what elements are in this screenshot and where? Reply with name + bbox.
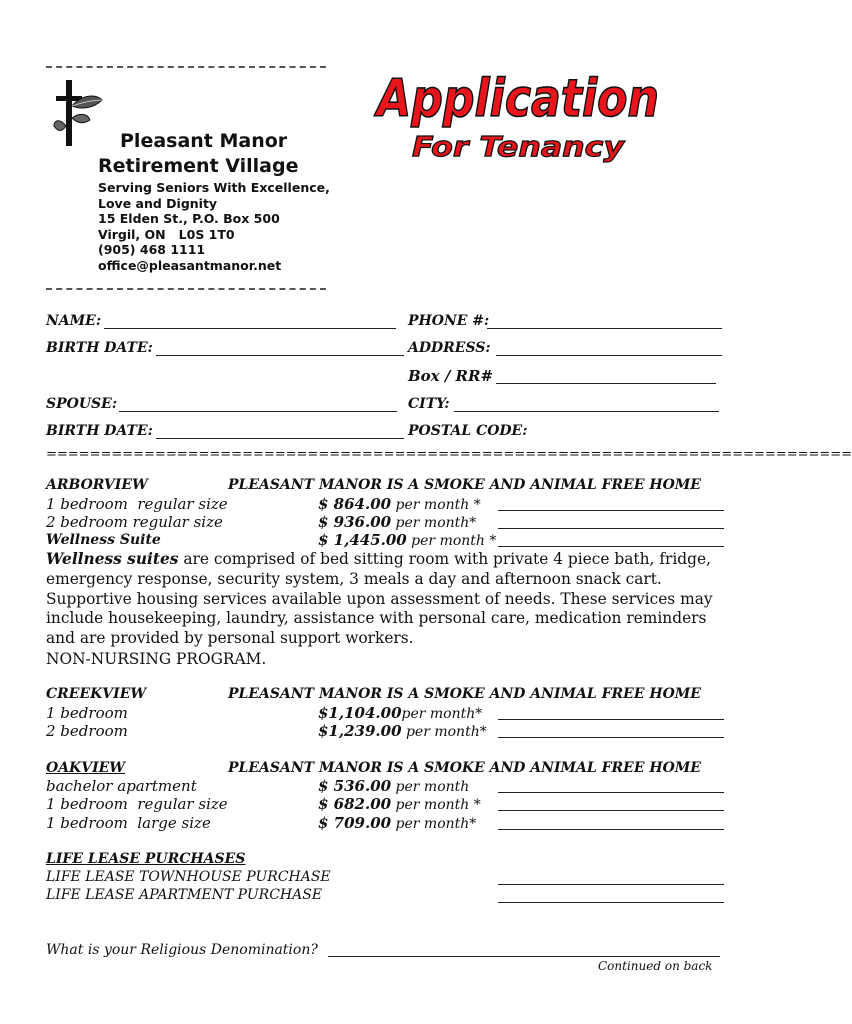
application-title [368,58,668,168]
oakview-unit-1: bachelor apartment [46,777,197,795]
oakview-notice: PLEASANT MANOR IS A SMOKE AND ANIMAL FREE HOME [228,760,701,776]
term: per month* [391,816,477,832]
price: $ 709.00 [318,814,392,832]
cross-leaf-logo [52,78,104,150]
price: $ 536.00 [318,777,392,795]
continued-note: Continued on back [598,959,713,973]
box-label: Box / RR# [408,367,494,385]
price: $ 936.00 [318,513,392,531]
term: per month* [401,724,487,740]
arborview-select-1[interactable] [498,510,724,511]
arborview-price-3 [318,531,496,549]
creekview-unit-2: 2 bedroom [46,722,128,740]
term: per month* [391,515,477,531]
life-lease-item-2: LIFE LEASE APARTMENT PURCHASE [46,887,323,903]
creekview-heading: CREEKVIEW [46,686,147,702]
arborview-unit-3: Wellness Suite [46,532,161,548]
oakview-price-1 [318,777,469,795]
org-phone: (905) 468 1111 [98,242,206,258]
phone-label: PHONE #: [408,313,490,329]
birth-date-field[interactable] [156,355,404,356]
address-line2: Virgil, ON L0S 1T0 [98,226,235,242]
arborview-price-2 [318,513,476,531]
address-line1: 15 Elden St., P.O. Box 500 [98,211,280,227]
postal-code-label: POSTAL CODE: [408,423,528,439]
oakview-heading: OAKVIEW [46,760,126,776]
wellness-text: are comprised of bed sitting room with private 4 piece bath, fridge, emergency response, security system, 3 meals a day and afternoon snack cart. Supportive housing services available upon assessment of needs. These services may include housekeeping, laundry, assistance with personal care, medication reminders and are provided by personal support workers. [46,550,713,648]
org-email[interactable]: office@pleasantmanor.net [98,257,282,273]
oakview-select-3[interactable] [498,829,724,830]
life-lease-item-1: LIFE LEASE TOWNHOUSE PURCHASE [46,869,331,885]
title-line2: For Tenancy [412,130,626,163]
arborview-price-1 [318,495,481,513]
box-field[interactable] [496,383,716,384]
org-info [98,180,330,274]
birth-date2-label: BIRTH DATE: [46,423,153,439]
program-note: NON-NURSING PROGRAM. [46,650,267,668]
wellness-description [46,550,736,649]
arborview-heading: ARBORVIEW [46,477,148,493]
oakview-unit-2: 1 bedroom regular size [46,795,228,813]
life-lease-select-2[interactable] [498,902,724,903]
header-bottom-rule [46,288,326,290]
creekview-select-2[interactable] [498,737,724,738]
price: $ 864.00 [318,495,392,513]
life-lease-heading: LIFE LEASE PURCHASES [46,851,246,867]
arborview-select-2[interactable] [498,528,724,529]
arborview-unit-1: 1 bedroom regular size [46,495,228,513]
name-label: NAME: [46,313,101,329]
religion-label: What is your Religious Denomination? [46,942,318,958]
org-name-line2: Retirement Village [98,155,299,177]
birth-date-label: BIRTH DATE: [46,340,153,356]
wellness-bold: Wellness suites [46,550,179,568]
price: $ 682.00 [318,795,392,813]
creekview-price-1 [318,704,482,722]
price: $1,104.00 [318,704,402,722]
term: per month [391,779,470,795]
city-field[interactable] [454,411,719,412]
term: per month * [391,797,481,813]
spouse-field[interactable] [119,411,397,412]
oakview-select-1[interactable] [498,792,724,793]
birth-date2-field[interactable] [156,438,404,439]
arborview-select-3[interactable] [498,546,724,547]
separator: ========================================================================== [46,447,852,462]
tagline-line2: Love and Dignity [98,195,218,211]
term: per month * [391,497,481,513]
creekview-notice: PLEASANT MANOR IS A SMOKE AND ANIMAL FREE HOME [228,686,701,702]
term: per month * [406,533,497,549]
oakview-select-2[interactable] [498,810,724,811]
arborview-notice: PLEASANT MANOR IS A SMOKE AND ANIMAL FREE HOME [228,477,701,493]
creekview-price-2 [318,722,487,740]
title-line1: Application [373,69,659,129]
creekview-select-1[interactable] [498,719,724,720]
name-field[interactable] [104,328,396,329]
spouse-label: SPOUSE: [46,396,117,412]
creekview-unit-1: 1 bedroom [46,704,128,722]
oakview-price-3 [318,814,476,832]
life-lease-select-1[interactable] [498,884,724,885]
tagline-line1: Serving Seniors With Excellence, [98,180,330,195]
term: per month* [401,706,483,722]
arborview-unit-2: 2 bedroom regular size [46,513,223,531]
religion-field[interactable] [328,956,720,957]
oakview-unit-3: 1 bedroom large size [46,814,211,832]
header-top-rule [46,66,326,68]
oakview-price-2 [318,795,481,813]
price: $1,239.00 [318,722,402,740]
price: $ 1,445.00 [318,531,407,549]
phone-field[interactable] [487,328,722,329]
address-field[interactable] [496,355,722,356]
address-label: ADDRESS: [408,340,491,356]
city-label: CITY: [408,396,450,412]
org-name-line1: Pleasant Manor [120,130,288,152]
